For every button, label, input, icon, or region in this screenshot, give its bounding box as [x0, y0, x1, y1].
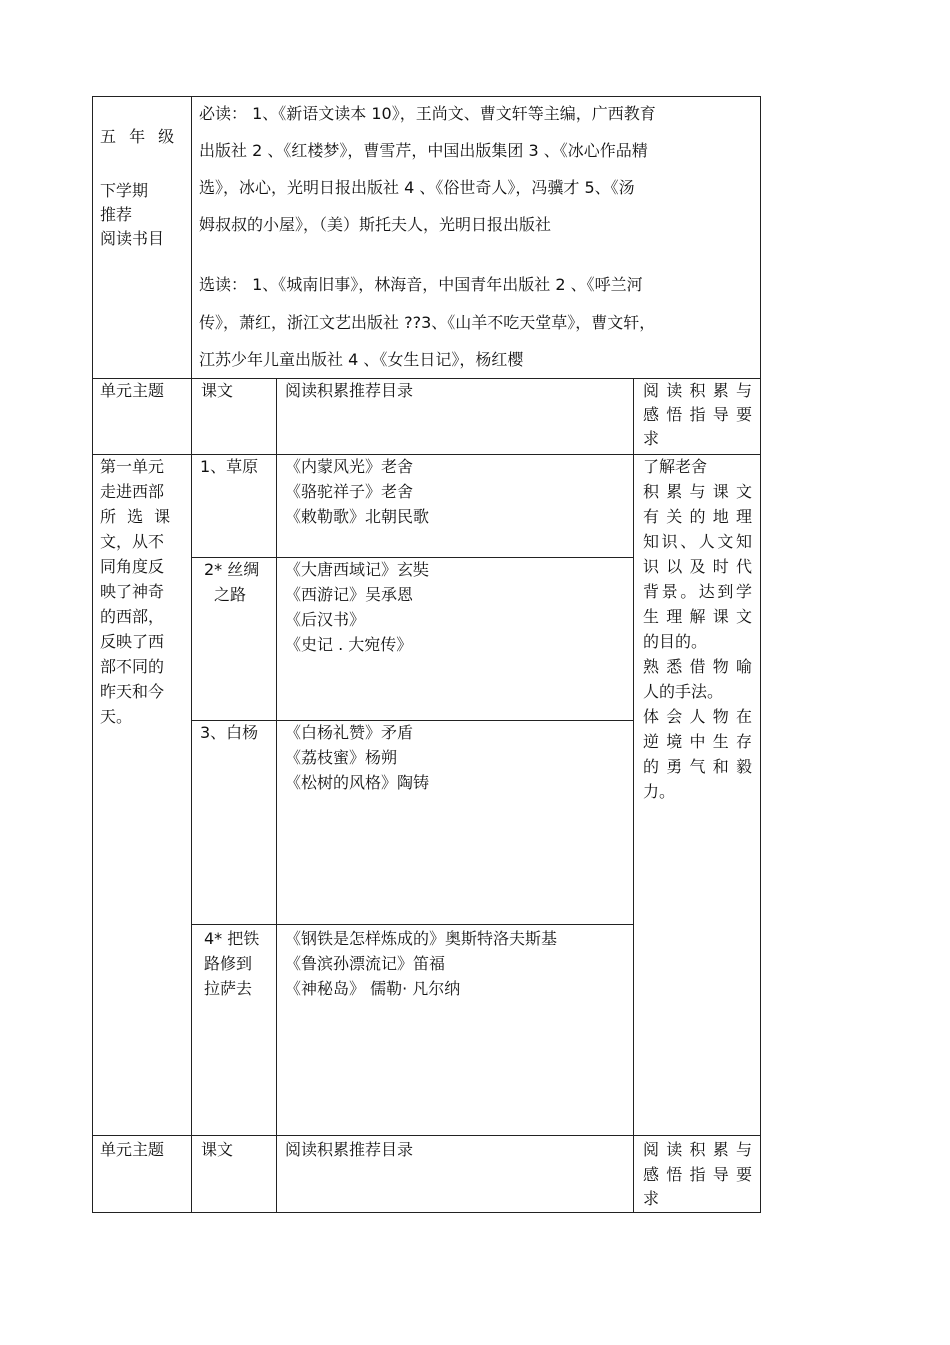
header-requirement	[633, 378, 761, 455]
booklist-label: 阅读书目	[100, 229, 165, 248]
header-requirement-line	[643, 383, 752, 399]
book-item: 《白杨礼赞》矛盾	[285, 723, 414, 742]
req-char: 地	[712, 507, 729, 526]
req-char: 景	[661, 582, 678, 601]
requirement-line	[643, 559, 752, 575]
grade-label: 五 年 级	[100, 127, 179, 146]
footer-unit-theme-text: 单元主题	[100, 1140, 165, 1159]
req-char: 的	[689, 507, 706, 526]
req-char: 关	[666, 507, 683, 526]
unit1-theme-line: 文，从不	[100, 532, 165, 551]
lesson2-books-cell	[276, 557, 634, 721]
requirement-line	[643, 609, 752, 625]
req-char: 累	[666, 482, 683, 501]
lesson3-title-cell	[191, 720, 277, 925]
req-char: 识	[661, 532, 678, 551]
req-char: 积	[643, 482, 660, 501]
requirement-line	[643, 684, 752, 700]
req-char: 读	[666, 1140, 683, 1159]
req-char: 悟	[666, 1165, 683, 1184]
requirement-line	[643, 659, 752, 675]
footer-lesson	[191, 1135, 277, 1213]
unit1-theme-line: 同角度反	[100, 557, 165, 576]
footer-requirement	[633, 1135, 761, 1213]
unit1-theme-line: 映了神奇	[100, 582, 165, 601]
requirement-line	[643, 734, 752, 750]
header-reading-list-text: 阅读积累推荐目录	[285, 381, 414, 400]
req-char: 背	[643, 582, 660, 601]
unit1-theme-line: 部不同的	[100, 657, 165, 676]
lesson4-title-cell	[191, 924, 277, 1136]
req-char: 课	[712, 607, 729, 626]
unit1-theme-line: 天。	[100, 707, 133, 726]
required-reading-line: 选》，冰心，光明日报出版社 4 、《俗世奇人》，冯骥才 5、《汤	[199, 178, 635, 197]
req-char: 感	[643, 1165, 660, 1184]
req-char: 及	[689, 557, 706, 576]
footer-reading-list	[276, 1135, 634, 1213]
lesson4-title: 拉萨去	[204, 979, 253, 998]
req-char: 阅	[643, 381, 660, 400]
lesson2-title: 之路	[214, 585, 247, 604]
requirement-line	[643, 584, 752, 600]
required-reading-line: 必读： 1、《新语文读本 10》，王尚文、曹文轩等主编，广西教育	[199, 104, 656, 123]
req-char: 勇	[666, 757, 683, 776]
req-char: 毅	[735, 757, 752, 776]
req-char: 有	[643, 507, 660, 526]
req-char: 中	[689, 732, 706, 751]
requirement-line	[643, 509, 752, 525]
lesson1-title: 1、草原	[200, 457, 259, 476]
requirement-line	[643, 484, 752, 500]
requirement-line	[643, 759, 752, 775]
recommend-label: 推荐	[100, 205, 133, 224]
req-char: 生	[643, 607, 660, 626]
requirement-line	[643, 634, 752, 650]
requirement-line	[643, 784, 752, 800]
req-char: 代	[735, 557, 752, 576]
req-char: 借	[689, 657, 706, 676]
req-char: 达	[698, 582, 715, 601]
unit1-theme-line: 昨天和今	[100, 682, 165, 701]
requirement-line	[643, 459, 752, 475]
req-char: 解	[689, 607, 706, 626]
book-item: 《荔枝蜜》杨朔	[285, 748, 398, 767]
footer-requirement-line	[643, 1167, 752, 1183]
required-reading-line: 姆叔叔的小屋》，（美）斯托夫人，光明日报出版社	[199, 215, 552, 234]
req-char: 悟	[666, 405, 683, 424]
book-item: 《神秘岛》 儒勒· 凡尔纳	[285, 979, 461, 998]
required-reading-line: 出版社 2 、《红楼梦》，曹雪芹，中国出版集团 3 、《冰心作品精	[199, 141, 648, 160]
book-item: 《西游记》吴承恩	[285, 585, 414, 604]
footer-unit-theme	[92, 1135, 192, 1213]
req-char: 文	[735, 607, 752, 626]
header-requirement-line	[643, 431, 752, 447]
book-item: 《大唐西域记》玄奘	[285, 560, 430, 579]
req-char: 与	[689, 482, 706, 501]
unit1-requirement-cell	[633, 454, 761, 1136]
req-char: 熟	[643, 657, 660, 676]
req-text: 求	[643, 429, 660, 448]
req-char: 存	[735, 732, 752, 751]
book-item: 《松树的风格》陶铸	[285, 773, 430, 792]
req-char: 积	[689, 1140, 706, 1159]
reading-list-table	[92, 96, 761, 1213]
req-char: 累	[712, 1140, 729, 1159]
requirement-line	[643, 534, 752, 550]
lesson4-title: 路修到	[204, 954, 253, 973]
req-text: 的目的。	[643, 632, 708, 651]
unit1-theme-line: 的西部，	[100, 607, 165, 626]
unit1-theme-cell	[92, 454, 192, 1136]
reading-list-cell	[191, 96, 761, 379]
req-char: 要	[735, 1165, 752, 1184]
req-char: 人	[689, 707, 706, 726]
header-reading-list	[276, 378, 634, 455]
req-text: 了解老舍	[643, 457, 708, 476]
book-item: 《骆驼祥子》老舍	[285, 482, 414, 501]
lesson1-books-cell	[276, 454, 634, 558]
req-char: 。	[680, 582, 697, 601]
req-char: 知	[643, 532, 660, 551]
lesson2-title: 2* 丝绸	[204, 560, 260, 579]
header-unit-theme	[92, 378, 192, 455]
req-char: 知	[735, 532, 752, 551]
req-char: 指	[689, 405, 706, 424]
optional-reading-line: 选读： 1、《城南旧事》，林海音，中国青年出版社 2 、《呼兰河	[199, 275, 643, 294]
lesson3-books-cell	[276, 720, 634, 925]
req-char: 物	[712, 707, 729, 726]
req-char: 阅	[643, 1140, 660, 1159]
req-char: 以	[666, 557, 683, 576]
lesson2-title-cell	[191, 557, 277, 721]
req-char: 气	[689, 757, 706, 776]
req-char: 识	[643, 557, 660, 576]
lesson1-title-cell	[191, 454, 277, 558]
req-char: 和	[712, 757, 729, 776]
optional-reading-line: 江苏少年儿童出版社 4 、《女生日记》，杨红樱	[199, 350, 524, 369]
lesson4-books-cell	[276, 924, 634, 1136]
req-char: 与	[735, 1140, 752, 1159]
optional-reading-line: 传》，萧红，浙江文艺出版社 ??3、《山羊不吃天堂草》，曹文轩，	[199, 313, 656, 332]
footer-lesson-text: 课文	[201, 1140, 234, 1159]
req-char: 学	[735, 582, 752, 601]
lesson3-title: 3、白杨	[200, 723, 259, 742]
grade-cell	[92, 96, 192, 379]
req-char: 人	[698, 532, 715, 551]
req-char: 逆	[643, 732, 660, 751]
req-char: 在	[735, 707, 752, 726]
req-char: 境	[666, 732, 683, 751]
req-char: 的	[643, 757, 660, 776]
req-char: 指	[689, 1165, 706, 1184]
book-item: 《敕勒歌》北朝民歌	[285, 507, 430, 526]
req-char: 、	[680, 532, 697, 551]
req-char: 导	[712, 405, 729, 424]
req-char: 喻	[735, 657, 752, 676]
footer-requirement-line	[643, 1191, 752, 1207]
book-item: 《钢铁是怎样炼成的》奥斯特洛夫斯基	[285, 929, 558, 948]
req-char: 累	[712, 381, 729, 400]
req-char: 文	[735, 482, 752, 501]
book-item: 《鲁滨孙漂流记》笛福	[285, 954, 446, 973]
req-char: 时	[712, 557, 729, 576]
req-char: 要	[735, 405, 752, 424]
req-char: 悉	[666, 657, 683, 676]
header-lesson	[191, 378, 277, 455]
unit1-theme-line: 所 选 课	[100, 507, 174, 526]
req-char: 体	[643, 707, 660, 726]
req-char: 积	[689, 381, 706, 400]
req-text: 人的手法。	[643, 682, 724, 701]
unit1-theme-line: 反映了西	[100, 632, 165, 651]
header-requirement-line	[643, 407, 752, 423]
book-item: 《内蒙风光》老舍	[285, 457, 414, 476]
book-item: 《史记 . 大宛传》	[285, 635, 413, 654]
header-unit-theme-text: 单元主题	[100, 381, 165, 400]
req-char: 理	[666, 607, 683, 626]
req-char: 文	[717, 532, 734, 551]
req-char: 生	[712, 732, 729, 751]
req-char: 与	[735, 381, 752, 400]
req-char: 会	[666, 707, 683, 726]
footer-requirement-line	[643, 1142, 752, 1158]
req-char: 课	[712, 482, 729, 501]
req-char: 理	[735, 507, 752, 526]
req-char: 读	[666, 381, 683, 400]
lesson4-title: 4* 把铁	[204, 929, 260, 948]
book-item: 《后汉书》	[285, 610, 366, 629]
unit1-theme-line: 第一单元	[100, 457, 165, 476]
req-char: 导	[712, 1165, 729, 1184]
requirement-line	[643, 709, 752, 725]
unit1-theme-line: 走进西部	[100, 482, 165, 501]
req-text: 力。	[643, 782, 676, 801]
req-char: 感	[643, 405, 660, 424]
header-lesson-text: 课文	[201, 381, 234, 400]
req-char: 物	[712, 657, 729, 676]
req-text: 求	[643, 1189, 660, 1208]
semester-label: 下学期	[100, 181, 149, 200]
footer-reading-list-text: 阅读积累推荐目录	[285, 1140, 414, 1159]
req-char: 到	[717, 582, 734, 601]
